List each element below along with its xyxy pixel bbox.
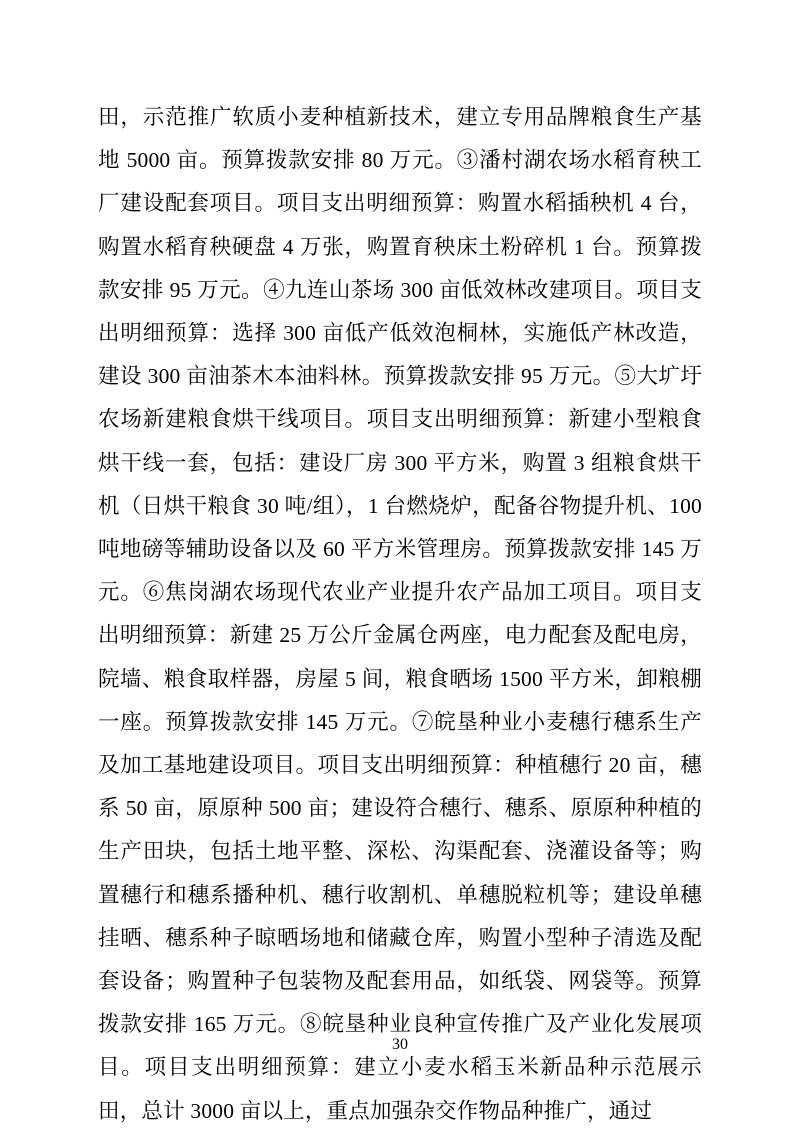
page-number: 30 — [392, 1036, 408, 1053]
body-paragraph: 田，示范推广软质小麦种植新技术，建立专用品牌粮食生产基地 5000 亩。预算拨款安排 80 万元。③潘村湖农场水稻育秧工厂建设配套项目。项目支出明细预算：购置水稻插秧机 4 台，购置水稻育秧硬盘 4 万张，购置育秧床土粉碎机 1 台。预算拨款安排 95 万元。④九连山茶场 300 亩低效林改建项目。项目支出明细预算：选择 300 亩低产低效泡桐林，实施低产林改造，建设 300 亩油茶木本油料林。预算拨款安排 95 万元。⑤大圹圩农场新建粮食烘干线项目。项目支出明细预算：新建小型粮食烘干线一套，包括：建设厂房 300 平方米，购置 3 组粮食烘干机（日烘干粮食 30 吨/组），1 台燃烧炉，配备谷物提升机、100 吨地磅等辅助设备以及 60 平方米管理房。预算拨款安排 145 万元。⑥焦岗湖农场现代农业产业提升农产品加工项目。项目支出明细预算：新建 25 万公斤金属仓两座，电力配套及配电房，院墙、粮食取样器，房屋 5 间，粮食晒场 1500 平方米，卸粮棚一座。预算拨款安排 145 万元。⑦皖垦种业小麦穗行穗系生产及加工基地建设项目。项目支出明细预算：种植穗行 20 亩，穗系 50 亩，原原种 500 亩；建设符合穗行、穗系、原原种种植的生产田块，包括土地平整、深松、沟渠配套、浇灌设备等；购置穗行和穗系播种机、穗行收割机、单穗脱粒机等；建设单穗挂晒、穗系种子晾晒场地和储藏仓库，购置小型种子清选及配套设备；购置种子包装物及配套用品，如纸袋、网袋等。预算拨款安排 165 万元。⑧皖垦种业良种宣传推广及产业化发展项目。项目支出明细预算：建立小麦水稻玉米新品种示范展示田，总计 3000 亩以上，重点加强杂交作物品种推广，通过 — [98, 105, 702, 1123]
page-content — [98, 96, 702, 1129]
